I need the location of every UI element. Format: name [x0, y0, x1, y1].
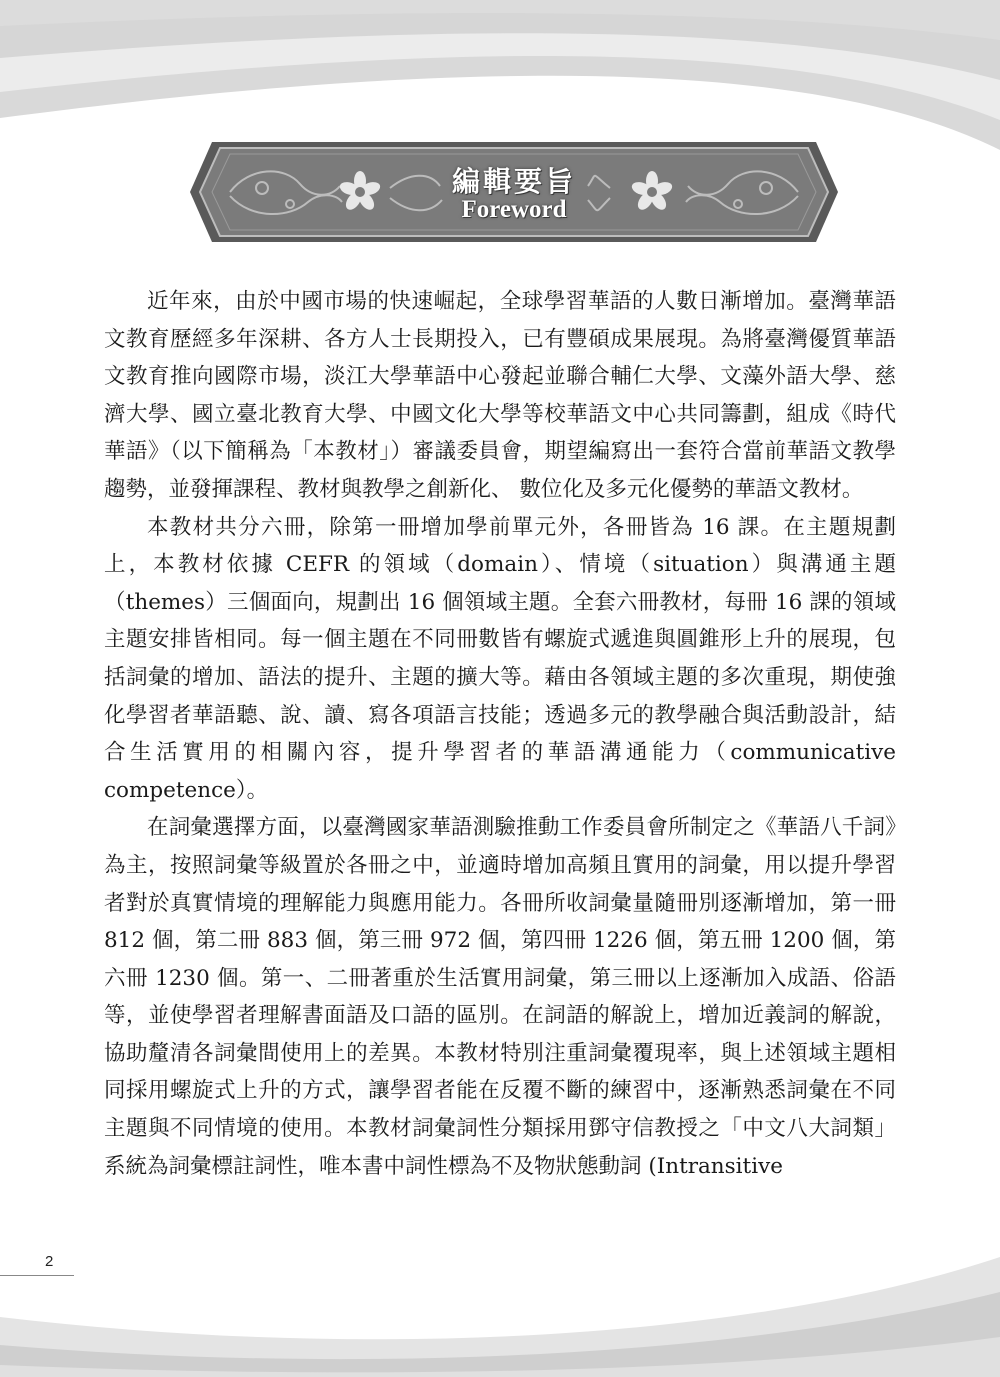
- paragraph-1: 近年來，由於中國市場的快速崛起，全球學習華語的人數日漸增加。臺灣華語文教育歷經多年深耕、各方人士長期投入，已有豐碩成果展現。為將臺灣優質華語文教育推向國際市場，淡江大學華語中心發起並聯合輔仁大學、文藻外語大學、慈濟大學、國立臺北教育大學、中國文化大學等校華語文中心共同籌劃，組成《時代華語》（以下簡稱為「本教材」）審議委員會，期望編寫出一套符合當前華語文教學趨勢，並發揮課程、教材與教學之創新化、 數位化及多元化優勢的華語文教材。: [104, 289, 896, 502]
- page-title: 編輯要旨: [451, 165, 576, 198]
- page-subtitle: Foreword: [461, 196, 567, 223]
- page-number: 2: [45, 1253, 54, 1270]
- bottom-swoosh-decoration: [0, 1247, 1000, 1377]
- paragraph-3: 在詞彙選擇方面，以臺灣國家華語測驗推動工作委員會所制定之《華語八千詞》為主，按照詞彙等級置於各冊之中，並適時增加高頻且實用的詞彙，用以提升學習者對於真實情境的理解能力與應用能力。各冊所收詞彙量隨冊別逐漸增加，第一冊 812 個，第二冊 883 個，第三冊 972 個，第四冊 1226 個，第五冊 1200 個，第六冊 1230 個。第一、二冊著重於生活實用詞彙，第三冊以上逐漸加入成語、俗語等，並使學習者理解書面語及口語的區別。在詞語的解說上，增加近義詞的解說，協助釐清各詞彙間使用上的差異。本教材特別注重詞彙覆現率，與上述領域主題相同採用螺旋式上升的方式，讓學習者能在反覆不斷的練習中，逐漸熟悉詞彙在不同主題與不同情境的使用。本教材詞彙詞性分類採用鄧守信教授之「中文八大詞類」系統為詞彙標註詞性，唯本書中詞性標為不及物狀態動詞 (Intransitive: [104, 815, 896, 1179]
- title-banner: [190, 142, 838, 242]
- paragraph-2: 本教材共分六冊，除第一冊增加學前單元外，各冊皆為 16 課。在主題規劃上，本教材依據 CEFR 的領域（domain）、情境（situation）與溝通主題（themes）三個面向，規劃出 16 個領域主題。全套六冊教材，每冊 16 課的領域主題安排皆相同。每一個主題在不同冊數皆有螺旋式遞進與圓錐形上升的展現，包括詞彙的增加、語法的提升、主題的擴大等。藉由各領域主題的多次重現，期使強化學習者華語聽、說、讀、寫各項語言技能；透過多元的教學融合與活動設計，結合生活實用的相關內容，提升學習者的華語溝通能力（communicative competence）。: [104, 514, 896, 803]
- page-number-rule: [0, 1275, 74, 1276]
- foreword-body: [104, 283, 896, 1185]
